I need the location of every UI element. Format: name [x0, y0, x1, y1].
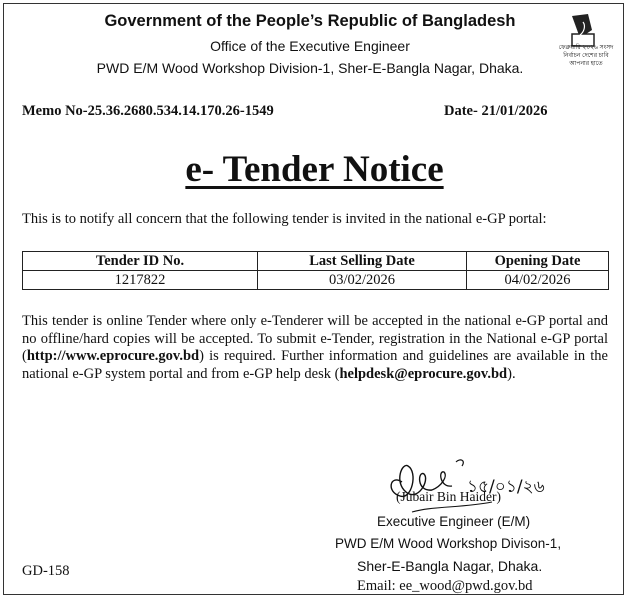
government-heading: Government of the People’s Republic of Bangladesh — [104, 12, 516, 30]
signatory-name: (Jubair Bin Haider) — [396, 489, 501, 504]
election-logo-text: ফেব্রুয়ারি ২০২৬ সংসদ নির্বাচন দেশের চাবি আপনার হাতে — [558, 45, 614, 67]
tender-id-cell: 1217822 — [23, 271, 258, 290]
office-name: Office of the Executive Engineer — [210, 38, 410, 54]
notice-title: e- Tender Notice — [185, 149, 444, 190]
column-header-last-selling-date: Last Selling Date — [258, 252, 467, 271]
body-text-part2: ) is required. Further information and guidelines are available in the national e-GP system portal and from e-GP help desk ( — [22, 348, 608, 382]
signatory-title: Executive Engineer (E/M) — [377, 514, 531, 529]
body-text-part1: This tender is online Tender where only e-Tenderer will be accepted in the national e-GP portal and no offline/hard copies will be accepted. To submit e-Tender, registration in the National e-GP portal ( — [22, 313, 608, 364]
body-paragraph — [22, 313, 608, 383]
table-row — [23, 271, 609, 290]
office-address: PWD E/M Wood Workshop Division-1, Sher-E-Bangla Nagar, Dhaka. — [96, 60, 524, 76]
body-text-part3: ). — [507, 365, 516, 382]
gd-code: GD-158 — [22, 563, 70, 579]
signatory-city: Sher-E-Bangla Nagar, Dhaka. — [357, 558, 543, 574]
last-selling-date-cell: 03/02/2026 — [258, 271, 467, 290]
memo-number: Memo No-25.36.2680.534.14.170.26-1549 — [22, 103, 274, 119]
portal-link[interactable]: http://www.eprocure.gov.bd — [26, 348, 200, 364]
column-header-opening-date: Opening Date — [467, 252, 609, 271]
column-header-tender-id: Tender ID No. — [23, 252, 258, 271]
memo-date: Date- 21/01/2026 — [444, 103, 548, 119]
signatory-office: PWD E/M Wood Workshop Divison-1, — [335, 536, 562, 551]
signature-date: ১৫/০১/২৬ — [467, 477, 545, 497]
opening-date-cell: 04/02/2026 — [467, 271, 609, 290]
tender-table — [22, 251, 609, 290]
helpdesk-email-link[interactable]: helpdesk@eprocure.gov.bd — [339, 365, 508, 382]
intro-paragraph: This is to notify all concern that the following tender is invited in the national e-GP portal: — [22, 211, 547, 227]
table-header-row — [23, 252, 609, 271]
signatory-email[interactable]: Email: ee_wood@pwd.gov.bd — [357, 578, 533, 594]
